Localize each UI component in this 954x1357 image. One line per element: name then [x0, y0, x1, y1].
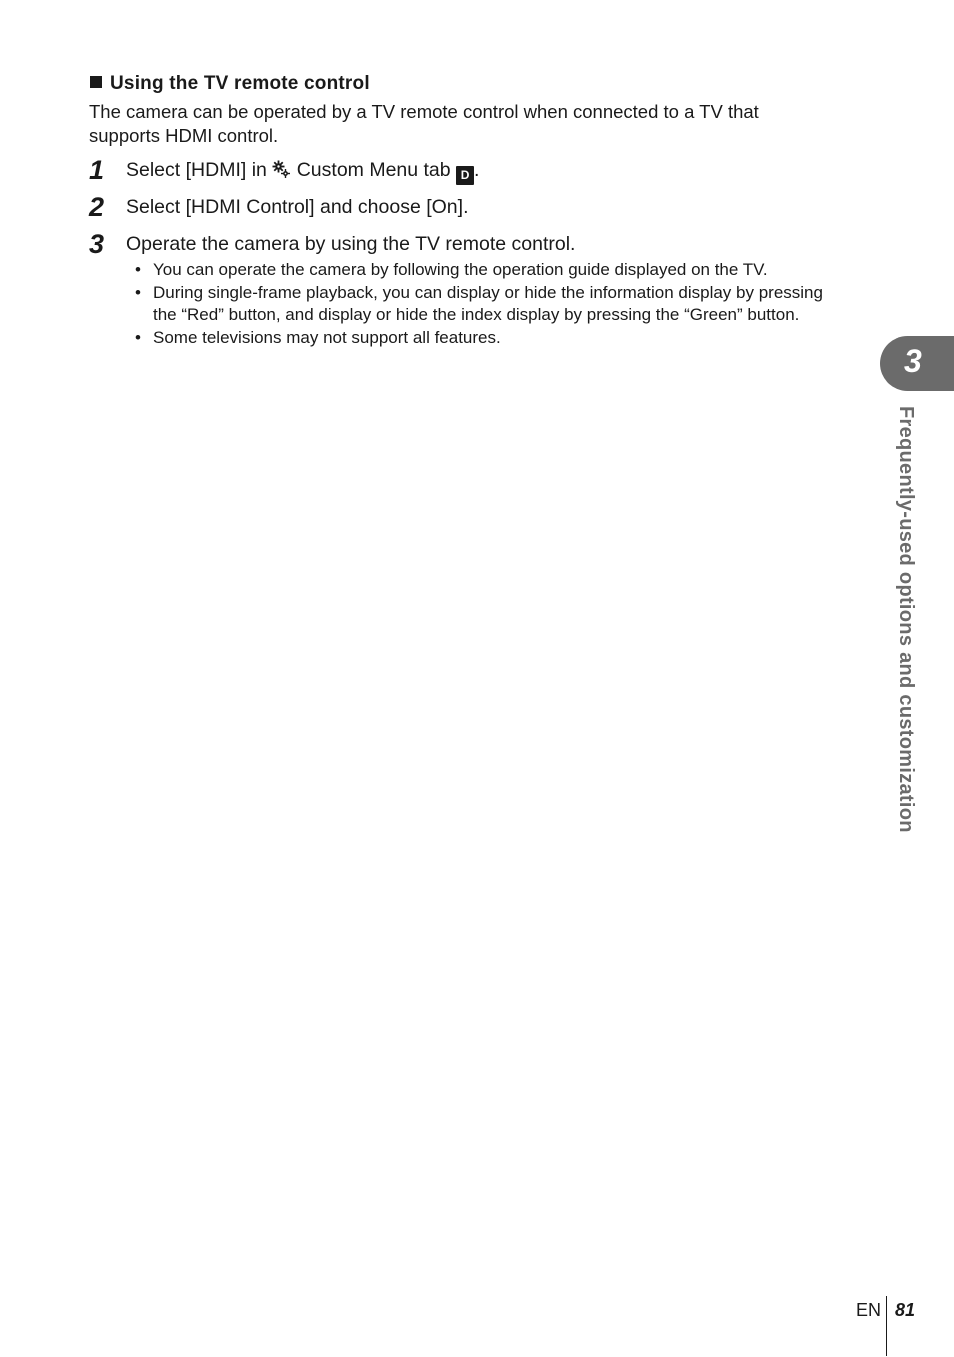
step-1-text-after: . — [474, 159, 480, 181]
section-heading-text: Using the TV remote control — [110, 73, 370, 94]
list-item-text: During single-frame playback, you can display or hide the information display by pressing the “Red” button, and display or hide the index display by pressing the “Green” button. — [153, 283, 823, 324]
footer-language: EN — [856, 1300, 882, 1320]
list-item — [135, 327, 835, 349]
step-1-text-middle: Custom Menu tab — [296, 159, 451, 181]
custom-menu-gear-icon — [272, 160, 291, 179]
step-text: Select [HDMI Control] and choose [On]. — [126, 196, 469, 218]
section-heading — [90, 73, 370, 95]
footer-divider — [886, 1296, 887, 1356]
step-number: 2 — [89, 192, 105, 222]
list-item — [135, 259, 835, 281]
step-number: 1 — [89, 155, 105, 185]
list-item-text: Some televisions may not support all features. — [153, 328, 501, 347]
bullet-dot: • — [135, 283, 141, 302]
notes-list — [135, 259, 835, 350]
square-bullet-icon — [90, 76, 102, 88]
chapter-tab — [880, 336, 954, 391]
intro-paragraph: The camera can be operated by a TV remote control when connected to a TV that supports HDMI control. — [89, 101, 759, 146]
step-text — [126, 158, 479, 185]
page-number: 81 — [895, 1300, 916, 1320]
bullet-dot: • — [135, 260, 141, 279]
step-number: 3 — [89, 229, 105, 259]
list-item — [135, 282, 835, 326]
custom-menu-tab-d-icon: D — [456, 166, 474, 185]
chapter-number: 3 — [904, 343, 922, 379]
step-1-text-before: Select [HDMI] in — [126, 159, 267, 181]
list-item-text: You can operate the camera by following the operation guide displayed on the TV. — [153, 260, 768, 279]
chapter-title: Frequently-used options and customization — [895, 406, 917, 833]
step-text: Operate the camera by using the TV remote control. — [126, 233, 576, 255]
bullet-dot: • — [135, 328, 141, 347]
